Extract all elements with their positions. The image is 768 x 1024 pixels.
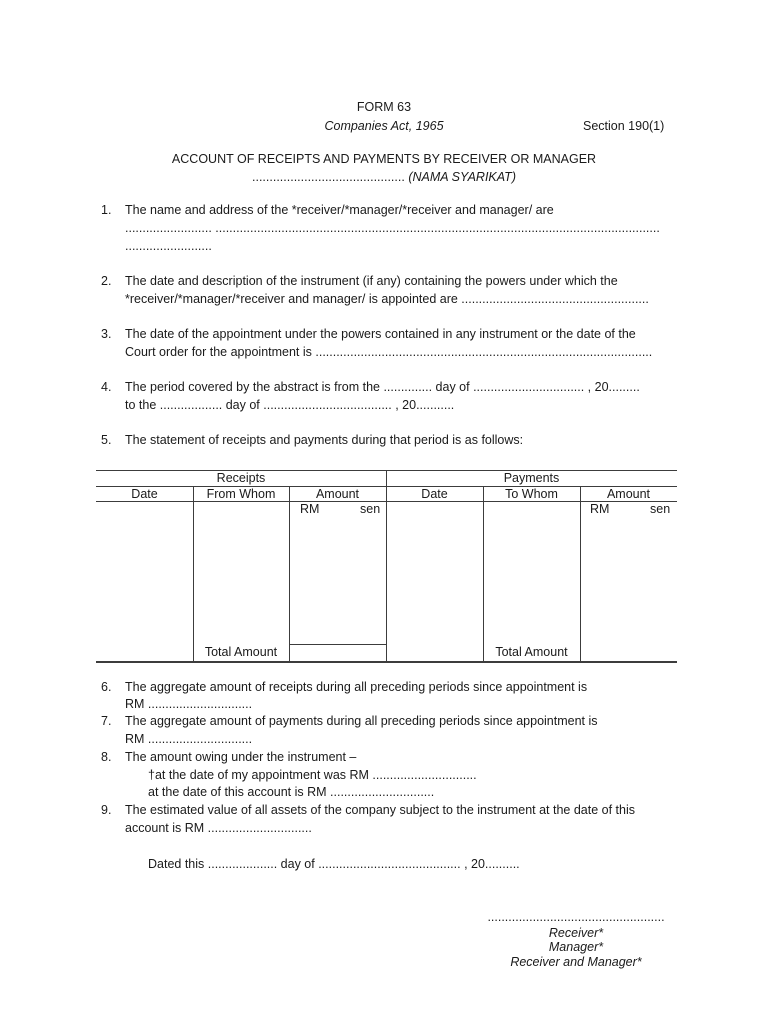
item-number: 8. bbox=[101, 750, 112, 764]
act-name: Companies Act, 1965 bbox=[324, 119, 444, 133]
company-name-blank: ............................................ bbox=[252, 170, 405, 184]
item-number: 5. bbox=[101, 433, 112, 447]
column-header-from-whom: From Whom bbox=[206, 487, 276, 501]
payments-heading: Payments bbox=[503, 471, 560, 485]
item-number: 9. bbox=[101, 803, 112, 817]
item-text-line: The statement of receipts and payments during that period is as follows: bbox=[125, 433, 524, 447]
item-text-line: The estimated value of all assets of the company subject to the instrument at the date of this bbox=[125, 803, 636, 817]
item-number: 4. bbox=[101, 380, 112, 394]
payment-currency-label: RM bbox=[590, 502, 610, 516]
section-reference: Section 190(1) bbox=[583, 119, 665, 133]
receipt-subunit-label: sen bbox=[360, 502, 381, 516]
column-header-payment-date: Date bbox=[421, 487, 448, 501]
item-number: 3. bbox=[101, 327, 112, 341]
item-number: 2. bbox=[101, 274, 112, 288]
item-sub-line: †at the date of my appointment was RM .............................. bbox=[148, 768, 477, 782]
dated-line: Dated this .................... day of ......................................... , 20.......... bbox=[148, 857, 520, 871]
signatory-title: Receiver* bbox=[548, 926, 604, 940]
total-amount-rule bbox=[289, 644, 386, 645]
item-text-line: The date of the appointment under the powers contained in any instrument or the date of the bbox=[125, 327, 636, 341]
signatory-title: Receiver and Manager* bbox=[510, 955, 642, 969]
receipts-total-label: Total Amount bbox=[204, 645, 278, 659]
item-text-line: The name and address of the *receiver/*manager/*receiver and manager/ are bbox=[125, 203, 554, 217]
column-divider bbox=[580, 486, 581, 662]
item-sub-line: at the date of this account is RM .............................. bbox=[148, 785, 435, 799]
item-number: 6. bbox=[101, 680, 112, 694]
signatory-title: Manager* bbox=[548, 940, 604, 954]
item-text-line: The aggregate amount of payments during all preceding periods since appointment is bbox=[125, 714, 598, 728]
form-number: FORM 63 bbox=[356, 100, 412, 114]
item-blank-line: ......................... bbox=[125, 239, 212, 253]
item-text-line: account is RM .............................. bbox=[125, 821, 312, 835]
payment-subunit-label: sen bbox=[650, 502, 671, 516]
item-text-line: to the .................. day of ..................................... , 20........... bbox=[125, 398, 455, 412]
item-text-line: RM .............................. bbox=[125, 732, 253, 746]
item-text-line: The period covered by the abstract is from the .............. day of ................................ , 20......... bbox=[125, 380, 640, 394]
column-header-receipt-amount: Amount bbox=[315, 487, 360, 501]
receipt-currency-label: RM bbox=[300, 502, 320, 516]
column-header-receipt-date: Date bbox=[131, 487, 158, 501]
item-blank-line: ......................... ................................................................................................................................ bbox=[125, 221, 660, 235]
item-number: 1. bbox=[101, 203, 112, 217]
item-text-line: *receiver/*manager/*receiver and manager/ is appointed are ...................................................... bbox=[125, 292, 649, 306]
item-text-line: The aggregate amount of receipts during all preceding periods since appointment is bbox=[125, 680, 588, 694]
column-divider bbox=[193, 486, 194, 662]
receipts-heading: Receipts bbox=[216, 471, 266, 485]
company-name-line bbox=[0, 170, 768, 185]
column-divider bbox=[483, 486, 484, 662]
item-text-line: The amount owing under the instrument – bbox=[125, 750, 357, 764]
item-text-line: Court order for the appointment is ................................................................................................. bbox=[125, 345, 653, 359]
item-number: 7. bbox=[101, 714, 112, 728]
company-name-label: (NAMA SYARIKAT) bbox=[408, 170, 516, 184]
item-text-line: RM .............................. bbox=[125, 697, 253, 711]
payments-total-label: Total Amount bbox=[495, 645, 568, 659]
item-text-line: The date and description of the instrument (if any) containing the powers under which the bbox=[125, 274, 618, 288]
column-header-payment-amount: Amount bbox=[606, 487, 651, 501]
signature-line: ................................................... bbox=[487, 910, 665, 924]
column-header-to-whom: To Whom bbox=[505, 487, 558, 501]
column-divider bbox=[289, 486, 290, 662]
form-title: ACCOUNT OF RECEIPTS AND PAYMENTS BY RECEIVER OR MANAGER bbox=[171, 152, 597, 166]
